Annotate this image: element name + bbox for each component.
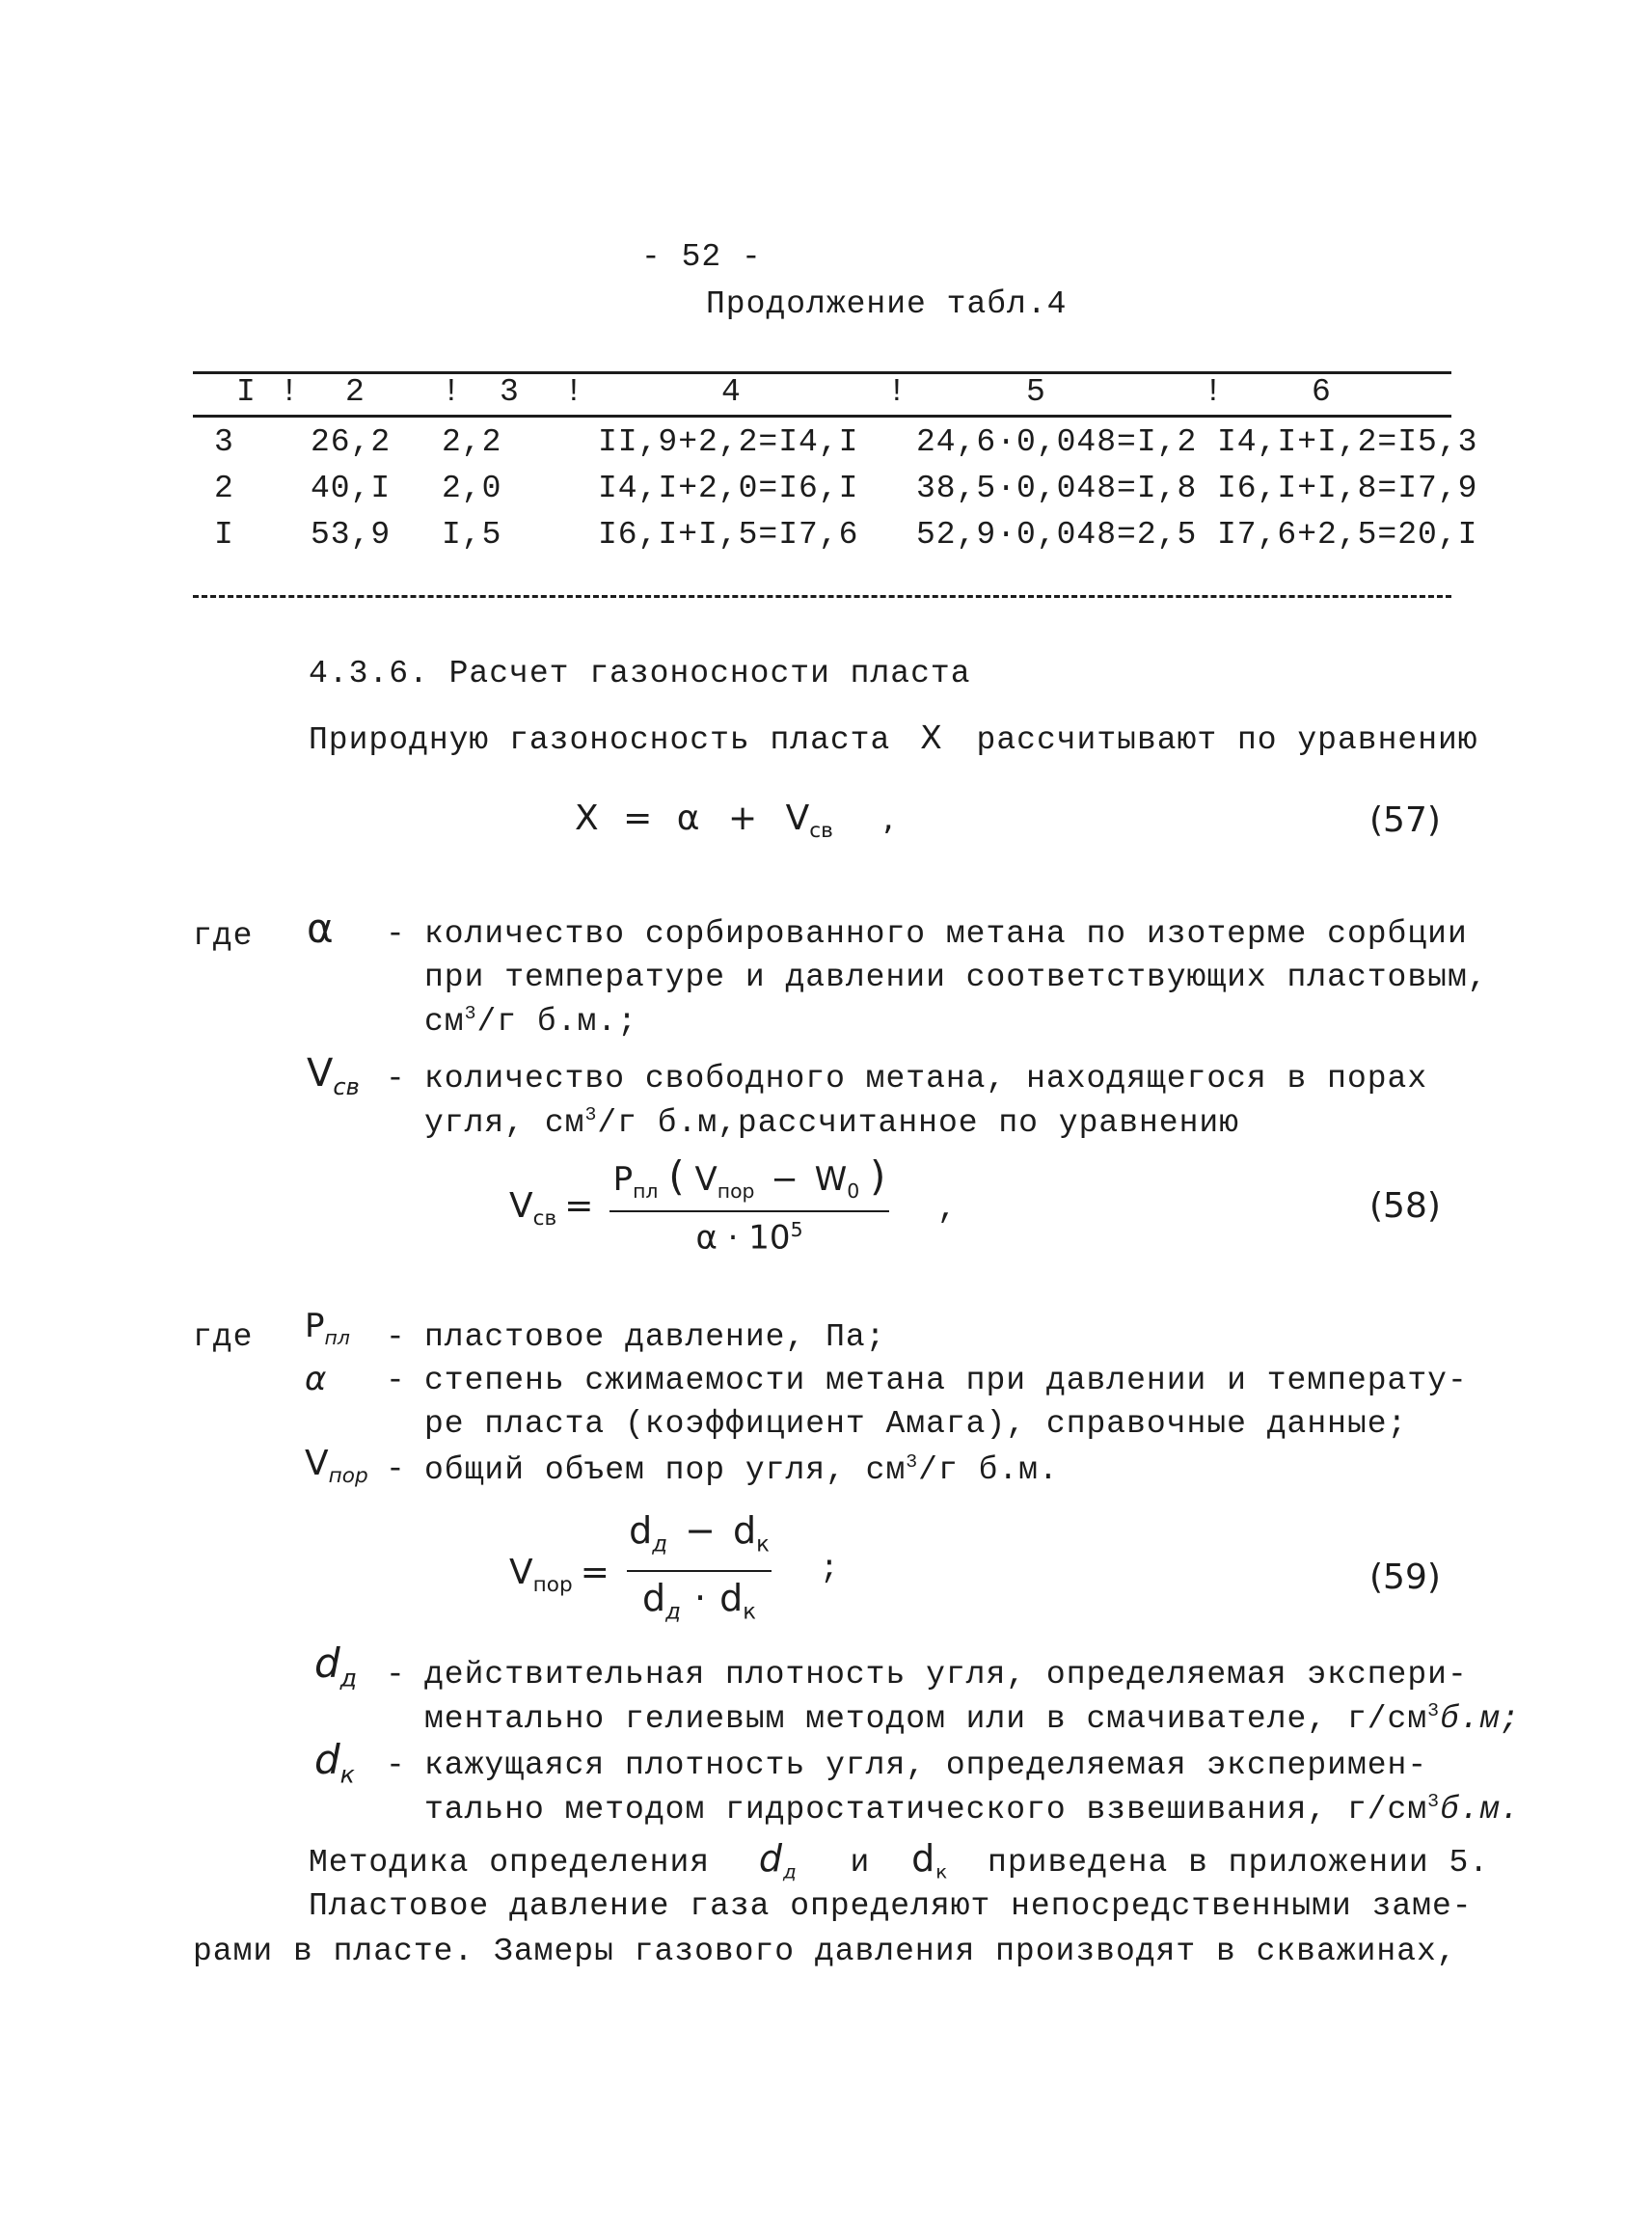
column-separator: ! bbox=[442, 374, 462, 410]
table-cell: 40,I bbox=[311, 471, 392, 506]
table-header-cell: 4 bbox=[721, 374, 742, 410]
section-heading: 4.3.6. Расчет газоносности пласта bbox=[309, 656, 971, 691]
symbol-v-por: $V_{пор}$ bbox=[305, 1444, 368, 1489]
table-cell: 2,0 bbox=[442, 471, 502, 506]
table-header-rule bbox=[193, 415, 1451, 418]
table-caption: Продолжение табл.4 bbox=[706, 286, 1068, 322]
definition-line: действительная плотность угля, определяемая экспери- bbox=[424, 1657, 1468, 1693]
equation-number: (58) bbox=[1369, 1186, 1441, 1226]
dash: - bbox=[386, 1363, 406, 1398]
equation-57: $X = \alpha + V_{св}$ , bbox=[575, 799, 894, 844]
fraction-numerator: $d_д - d_к$ bbox=[629, 1509, 770, 1557]
definition-line: количество свободного метана, находящегося в порах bbox=[424, 1061, 1428, 1097]
fraction-numerator: $P_{пл}$ ( $V_{пор} - W_0$ ) bbox=[612, 1152, 886, 1203]
method-paragraph: Методика определения $d_д$ и $d_к$ приведена в приложении 5. bbox=[309, 1837, 1490, 1883]
intro-paragraph: Природную газоносность пласта X рассчитывают по уравнению bbox=[309, 718, 1478, 758]
definition-line: общий объем пор угля, $см^3/г$ б.м. bbox=[424, 1451, 1059, 1488]
definition-line: угля, $см^3/г$ б.м,рассчитанное по уравнению bbox=[424, 1104, 1240, 1141]
fraction-bar bbox=[627, 1570, 772, 1572]
table-cell: 53,9 bbox=[311, 517, 392, 553]
symbol-alpha: α bbox=[305, 1360, 327, 1398]
table-cell: I6,I+I,8=I7,9 bbox=[1217, 471, 1478, 506]
table-header-cell: 5 bbox=[1026, 374, 1046, 410]
where-label: где bbox=[193, 918, 254, 954]
table-cell: 24,6·0,048=I,2 bbox=[916, 424, 1198, 460]
dash: - bbox=[386, 1451, 406, 1487]
where-label: где bbox=[193, 1319, 254, 1355]
page-number: - 52 - bbox=[641, 239, 762, 275]
table-header-cell: 6 bbox=[1312, 374, 1332, 410]
table-cell: I4,I+I,2=I5,3 bbox=[1217, 424, 1478, 460]
table-cell: I7,6+2,5=20,I bbox=[1217, 517, 1478, 553]
dash: - bbox=[386, 916, 406, 952]
table-top-rule bbox=[193, 371, 1451, 374]
table-cell: 3 bbox=[214, 424, 234, 460]
symbol-alpha: α bbox=[307, 905, 334, 952]
fraction-denominator: $\alpha \cdot 10^5$ bbox=[695, 1218, 803, 1258]
table-cell: I,5 bbox=[442, 517, 502, 553]
definition-line: пластовое давление, Па; bbox=[424, 1319, 886, 1355]
table-cell: 38,5·0,048=I,8 bbox=[916, 471, 1198, 506]
table-cell: 2 bbox=[214, 471, 234, 506]
definition-line: количество сорбированного метана по изотерме сорбции bbox=[424, 916, 1468, 952]
symbol-v-sv: $V_{св}$ bbox=[307, 1051, 360, 1100]
symbol-d-d: $d_д$ bbox=[314, 1639, 358, 1693]
dash: - bbox=[386, 1747, 406, 1783]
definition-line: кажущаяся плотность угля, определяемая эксперимен- bbox=[424, 1747, 1428, 1783]
dash: - bbox=[386, 1319, 406, 1355]
table-cell: I6,I+I,5=I7,6 bbox=[598, 517, 859, 553]
equation-number: (57) bbox=[1369, 800, 1441, 840]
paragraph-line: Пластовое давление газа определяют непосредственными заме- bbox=[309, 1888, 1473, 1924]
symbol-p-pl: $P_{пл}$ bbox=[305, 1307, 350, 1349]
table-cell: 52,9·0,048=2,5 bbox=[916, 517, 1198, 553]
fraction-denominator: $d_д \cdot d_к$ bbox=[641, 1577, 757, 1625]
equation-number: (59) bbox=[1369, 1557, 1441, 1597]
table-header-cell: 2 bbox=[345, 374, 366, 410]
definition-line: степень сжимаемости метана при давлении и температу- bbox=[424, 1363, 1468, 1398]
paragraph-line: рами в пласте. Замеры газового давления производят в скважинах, bbox=[193, 1934, 1457, 1969]
equation-lhs: $V_{св}$ = bbox=[509, 1186, 594, 1232]
definition-line: $см^3/г$ б.м.; bbox=[424, 1003, 637, 1040]
equation-semicolon: ; bbox=[820, 1551, 840, 1586]
symbol-d-k: $d_к$ bbox=[314, 1736, 355, 1789]
table-cell: II,9+2,2=I4,I bbox=[598, 424, 859, 460]
table-header-cell: I bbox=[236, 374, 257, 410]
dash: - bbox=[386, 1061, 406, 1097]
table-cell: 2,2 bbox=[442, 424, 502, 460]
table-bottom-rule bbox=[193, 595, 1451, 598]
column-separator: ! bbox=[280, 374, 300, 410]
definition-line: ре пласта (коэффициент Амага), справочные данные; bbox=[424, 1406, 1408, 1442]
table-cell: I bbox=[214, 517, 234, 553]
dash: - bbox=[386, 1657, 406, 1693]
column-separator: ! bbox=[564, 374, 584, 410]
column-separator: ! bbox=[1204, 374, 1224, 410]
equation-lhs: $V_{пор}$ = bbox=[509, 1553, 609, 1598]
table-header-cell: 3 bbox=[500, 374, 520, 410]
definition-line: ментально гелиевым методом или в смачивателе, $г/см^3б.м$; bbox=[424, 1700, 1521, 1737]
fraction-bar bbox=[609, 1210, 889, 1212]
table-cell: 26,2 bbox=[311, 424, 392, 460]
definition-line: тально методом гидростатического взвешивания, $г/см^3б.м$. bbox=[424, 1791, 1521, 1828]
table-cell: I4,I+2,0=I6,I bbox=[598, 471, 859, 506]
column-separator: ! bbox=[887, 374, 907, 410]
definition-line: при температуре и давлении соответствующих пластовым, bbox=[424, 960, 1488, 995]
equation-comma: , bbox=[937, 1191, 958, 1227]
